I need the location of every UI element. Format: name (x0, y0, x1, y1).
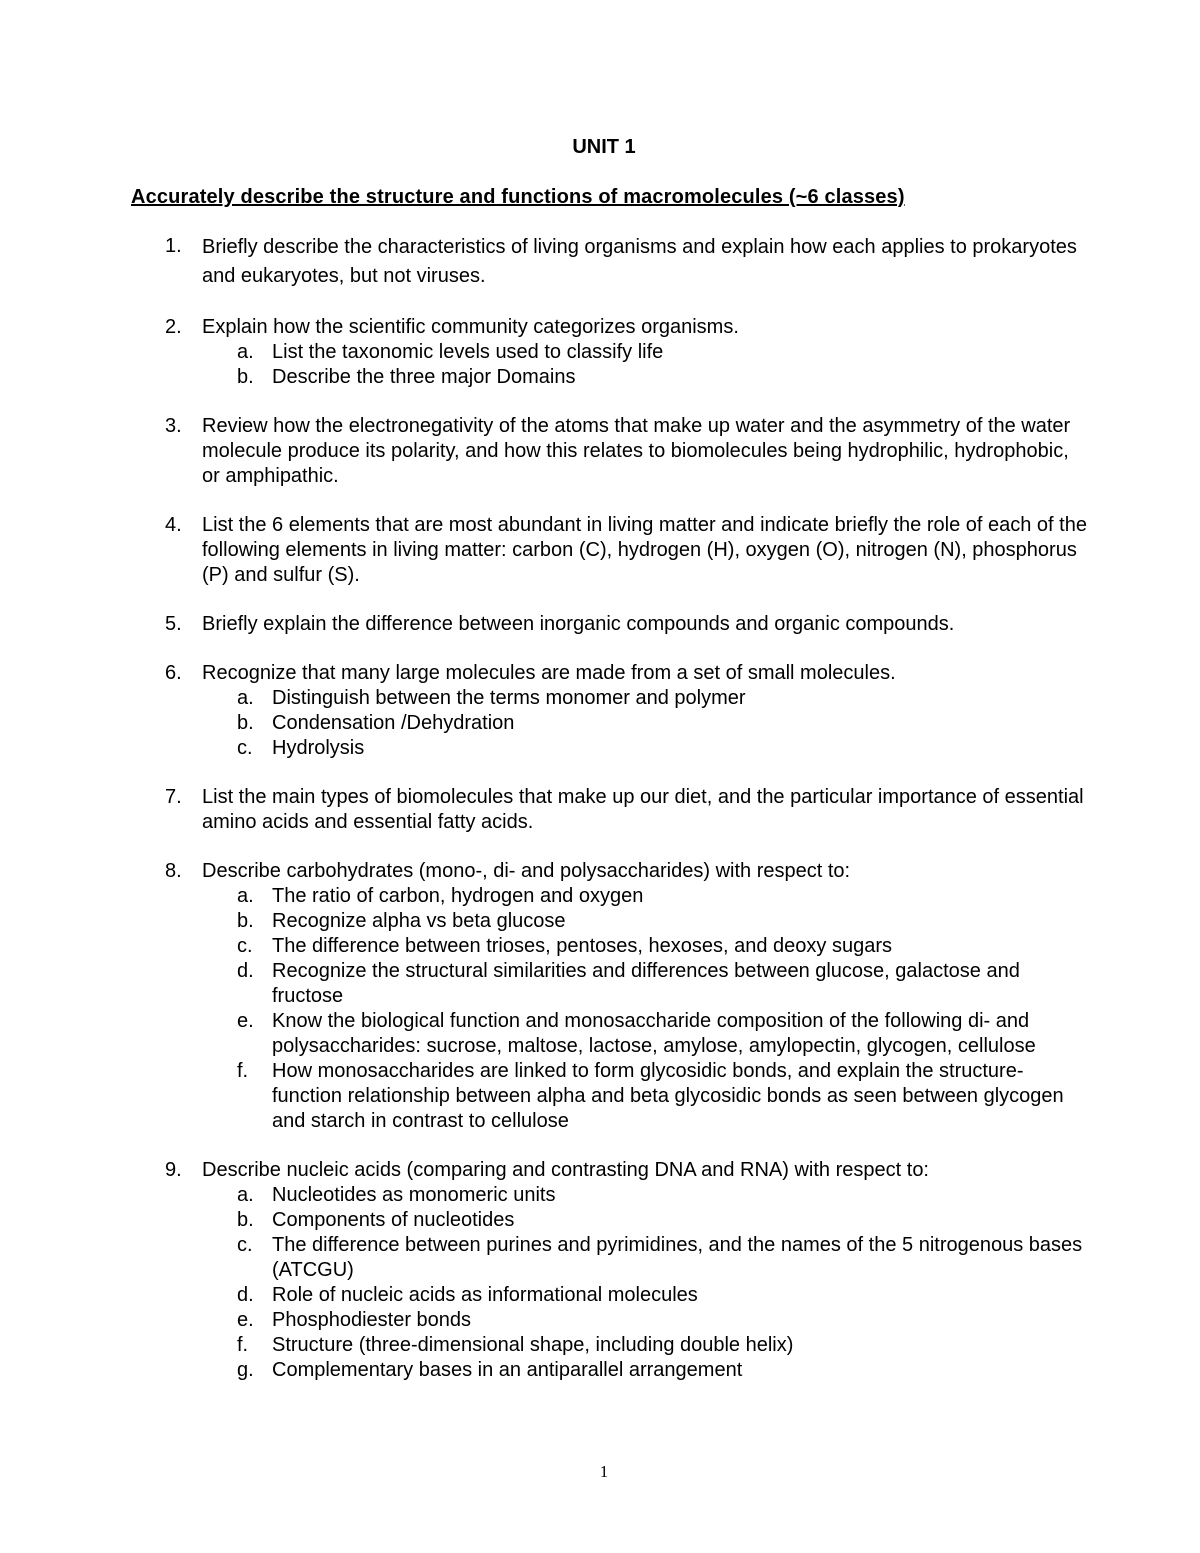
sub-item-text: List the taxonomic levels used to classify life (272, 341, 664, 363)
sub-item (202, 1233, 1087, 1283)
item-number: 5. (165, 613, 182, 635)
sub-item-text: Recognize alpha vs beta glucose (272, 910, 566, 932)
sub-item (202, 1333, 1087, 1358)
unit-title: UNIT 1 (572, 136, 636, 158)
item-number: 3. (165, 415, 182, 437)
sub-item-letter: f. (237, 1060, 249, 1082)
page-number: 1 (599, 1462, 609, 1481)
objective-item (0, 859, 1200, 1134)
item-text: List the main types of biomolecules that make up our diet, and the particular importance of essential amino acids and essential fatty acids. (202, 786, 1084, 833)
sub-item-letter: d. (237, 960, 254, 982)
sub-item (202, 934, 1087, 959)
sub-item-letter: a. (237, 687, 254, 709)
item-text: Describe nucleic acids (comparing and contrasting DNA and RNA) with respect to: (202, 1159, 929, 1181)
sub-item (202, 711, 1087, 736)
sub-item-text: Phosphodiester bonds (272, 1309, 472, 1331)
sub-item-letter: b. (237, 712, 254, 734)
item-text: Recognize that many large molecules are made from a set of small molecules. (202, 662, 896, 684)
sub-item-letter: f. (237, 1334, 249, 1356)
sub-item-text: Recognize the structural similarities and differences between glucose, galactose and fructose (272, 960, 1020, 1007)
sub-item-letter: b. (237, 1209, 254, 1231)
sub-item (202, 1358, 1087, 1383)
objective-item (0, 1158, 1200, 1383)
sub-item (202, 686, 1087, 711)
sub-item (202, 1183, 1087, 1208)
sub-item-text: Distinguish between the terms monomer and polymer (272, 687, 746, 709)
sub-item-list (202, 1183, 1200, 1383)
item-number: 4. (165, 514, 182, 536)
objective-item (0, 315, 1200, 390)
sub-item (202, 736, 1087, 761)
sub-item-letter: a. (237, 885, 254, 907)
sub-item-text: Know the biological function and monosaccharide composition of the following di- and polysaccharides: sucrose, maltose, lactose, amylose, amylopectin, glycogen, cellulose (272, 1010, 1036, 1057)
sub-item-text: Hydrolysis (272, 737, 365, 759)
sub-item-text: Nucleotides as monomeric units (272, 1184, 556, 1206)
sub-item-text: Complementary bases in an antiparallel arrangement (272, 1359, 743, 1381)
item-text: Briefly explain the difference between inorganic compounds and organic compounds. (202, 613, 955, 635)
sub-item-letter: e. (237, 1309, 254, 1331)
item-number: 6. (165, 662, 182, 684)
objective-item (0, 414, 1200, 489)
item-number: 9. (165, 1159, 182, 1181)
sub-item-text: Components of nucleotides (272, 1209, 515, 1231)
item-text: Review how the electronegativity of the atoms that make up water and the asymmetry of the water molecule produce its polarity, and how this relates to biomolecules being hydrophilic, hydrophobic, or amphipathic. (202, 415, 1071, 487)
objective-item (0, 785, 1200, 835)
sub-item-letter: g. (237, 1359, 254, 1381)
sub-item-text: Role of nucleic acids as informational molecules (272, 1284, 698, 1306)
sub-item (202, 1283, 1087, 1308)
objective-item (0, 612, 1200, 637)
sub-item-letter: c. (237, 737, 253, 759)
sub-item-letter: b. (237, 366, 254, 388)
sub-item-letter: e. (237, 1010, 254, 1032)
sub-item-letter: c. (237, 1234, 253, 1256)
section-heading: Accurately describe the structure and functions of macromolecules (~6 classes) (131, 186, 905, 208)
sub-item-list (202, 884, 1200, 1134)
sub-item-text: How monosaccharides are linked to form glycosidic bonds, and explain the structure-function relationship between alpha and beta glycosidic bonds as seen between glycogen and starch in contrast to cellulose (272, 1060, 1064, 1132)
objective-item (0, 233, 1200, 291)
sub-item-text: Structure (three-dimensional shape, including double helix) (272, 1334, 794, 1356)
objective-list (0, 233, 1200, 1383)
sub-item (202, 909, 1087, 934)
sub-item-letter: b. (237, 910, 254, 932)
item-number: 8. (165, 860, 182, 882)
sub-item (202, 340, 1087, 365)
item-text: Briefly describe the characteristics of living organisms and explain how each applies to prokaryotes and eukaryotes, but not viruses. (202, 236, 1077, 287)
sub-item-list (202, 686, 1200, 761)
sub-item (202, 884, 1087, 909)
sub-item (202, 1208, 1087, 1233)
item-text: List the 6 elements that are most abundant in living matter and indicate briefly the role of each of the following elements in living matter: carbon (C), hydrogen (H), oxygen (O), nitrogen (N), phosphorus (P) and sulfur (S). (202, 514, 1087, 586)
item-number: 7. (165, 786, 182, 808)
item-text: Explain how the scientific community categorizes organisms. (202, 316, 739, 338)
sub-item-letter: d. (237, 1284, 254, 1306)
sub-item-letter: a. (237, 1184, 254, 1206)
sub-item-text: The difference between trioses, pentoses, hexoses, and deoxy sugars (272, 935, 893, 957)
sub-item (202, 365, 1087, 390)
item-number: 2. (165, 316, 182, 338)
sub-item-letter: a. (237, 341, 254, 363)
objective-item (0, 513, 1200, 588)
sub-item-list (202, 340, 1200, 390)
sub-item-text: Condensation /Dehydration (272, 712, 515, 734)
objective-item (0, 661, 1200, 761)
sub-item-text: Describe the three major Domains (272, 366, 576, 388)
item-number: 1. (165, 235, 182, 257)
sub-item-text: The ratio of carbon, hydrogen and oxygen (272, 885, 644, 907)
sub-item-text: The difference between purines and pyrimidines, and the names of the 5 nitrogenous bases (ATCGU) (272, 1234, 1083, 1281)
sub-item-letter: c. (237, 935, 253, 957)
sub-item (202, 1059, 1087, 1134)
sub-item (202, 1308, 1087, 1333)
sub-item (202, 959, 1087, 1009)
sub-item (202, 1009, 1087, 1059)
item-text: Describe carbohydrates (mono-, di- and polysaccharides) with respect to: (202, 860, 851, 882)
